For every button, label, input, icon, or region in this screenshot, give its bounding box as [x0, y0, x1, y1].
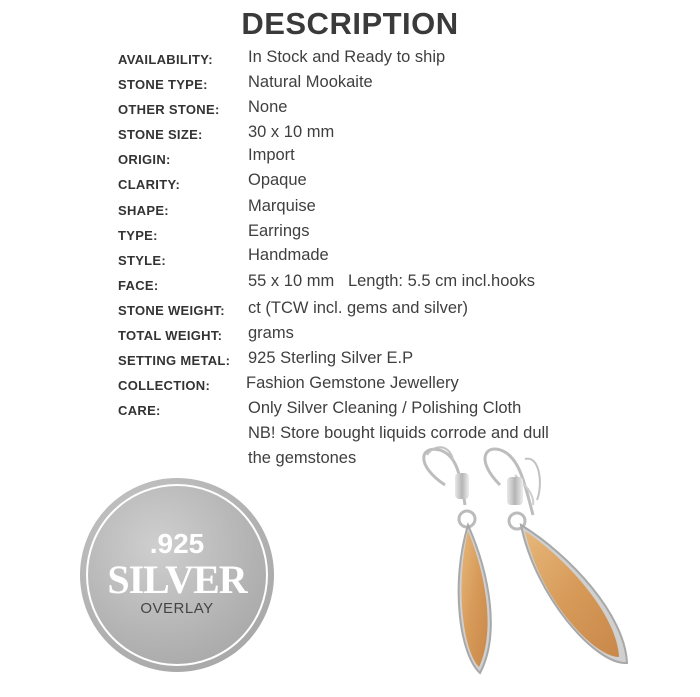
spec-value: None [248, 98, 288, 116]
care-note-text: the gemstones [248, 449, 357, 467]
spec-label: SETTING METAL: [118, 353, 231, 368]
spec-label: CLARITY: [118, 177, 181, 192]
spec-value: Opaque [248, 171, 307, 189]
spec-value: In Stock and Ready to ship [248, 48, 446, 66]
spec-label: OTHER STONE: [118, 102, 220, 117]
spec-label: STONE SIZE: [118, 127, 203, 142]
spec-value: 30 x 10 mm [248, 123, 335, 141]
spec-row-stone-size [0, 123, 700, 145]
spec-row-shape [0, 197, 700, 219]
badge-sub: OVERLAY [140, 600, 214, 617]
spec-label: AVAILABILITY: [118, 52, 213, 67]
badge-word: SILVER [107, 557, 247, 602]
spec-label: STONE WEIGHT: [118, 303, 225, 318]
spec-row-availability [0, 48, 700, 70]
spec-row-stone-type [0, 73, 700, 95]
spec-value: Fashion Gemstone Jewellery [246, 374, 459, 392]
spec-row-type [0, 222, 700, 244]
description-title: DESCRIPTION [241, 6, 459, 41]
spec-row-style [0, 246, 700, 268]
spec-label: STONE TYPE: [118, 77, 208, 92]
spec-row-setting-metal [0, 349, 700, 371]
spec-label: SHAPE: [118, 203, 169, 218]
spec-row-face [0, 272, 700, 294]
spec-value: ct (TCW incl. gems and silver) [248, 299, 469, 317]
spec-label: TOTAL WEIGHT: [118, 328, 223, 343]
spec-label: STYLE: [118, 253, 167, 268]
spec-value: Earrings [248, 222, 310, 240]
silver-overlay-badge [80, 478, 274, 672]
spec-label: COLLECTION: [118, 378, 211, 393]
spec-value: 55 x 10 mm Length: 5.5 cm incl.hooks [248, 272, 536, 290]
spec-row-clarity [0, 171, 700, 193]
badge-number: .925 [149, 528, 205, 559]
spec-value: Marquise [248, 197, 316, 215]
spec-row-origin [0, 146, 700, 168]
spec-row-collection [0, 374, 700, 396]
spec-row-stone-weight [0, 299, 700, 321]
spec-value: Handmade [248, 246, 329, 264]
spec-row-care [0, 399, 700, 421]
spec-value: Natural Mookaite [248, 73, 373, 91]
spec-value: 925 Sterling Silver E.P [248, 349, 414, 367]
spec-label: CARE: [118, 403, 161, 418]
right-earring [485, 449, 627, 663]
care-note-text: NB! Store bought liquids corrode and dull [248, 424, 549, 442]
care-note-line [0, 424, 700, 446]
spec-row-total-weight [0, 324, 700, 346]
spec-label: ORIGIN: [118, 152, 171, 167]
spec-value: Import [248, 146, 295, 164]
left-earring [424, 449, 491, 673]
spec-label: FACE: [118, 278, 159, 293]
spec-label: TYPE: [118, 228, 158, 243]
spec-value: Only Silver Cleaning / Polishing Cloth [248, 399, 522, 417]
spec-row-other-stone [0, 98, 700, 120]
earrings-photo [405, 445, 645, 685]
spec-value: grams [248, 324, 294, 342]
